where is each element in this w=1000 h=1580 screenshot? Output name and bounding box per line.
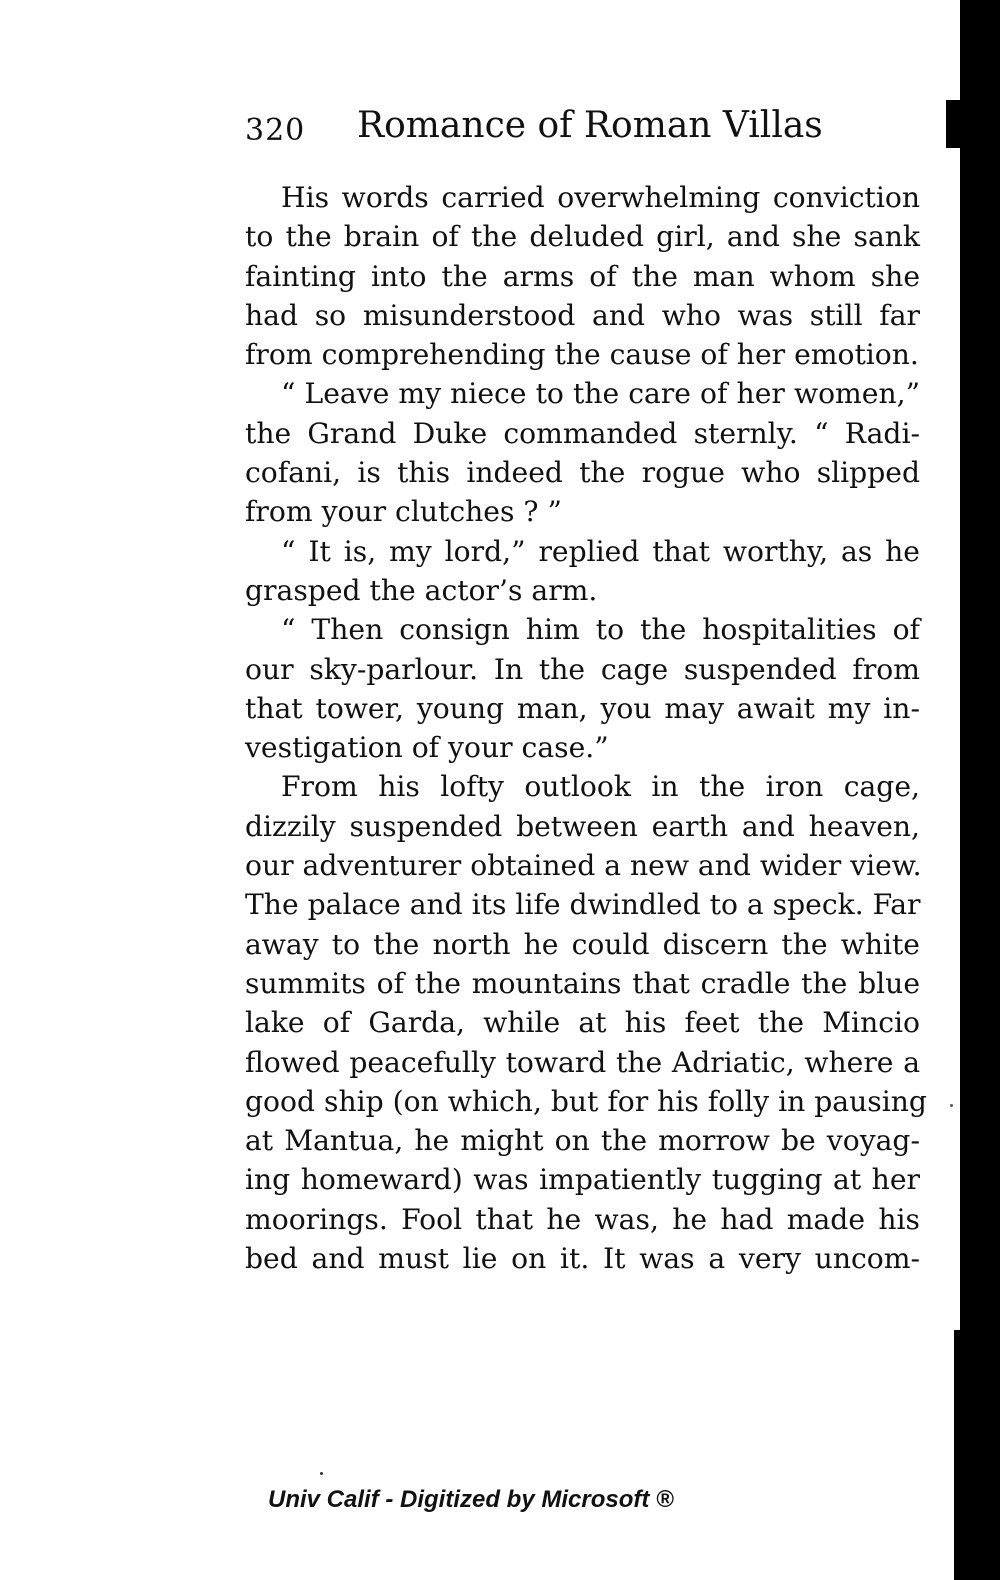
text-line: the Grand Duke commanded sternly. “ Radi- [245, 416, 920, 450]
text-line: from comprehending the cause of her emotion. [245, 338, 919, 372]
text-line: our sky-parlour. In the cage suspended from [245, 652, 920, 686]
running-title: Romance of Roman Villas [357, 105, 823, 146]
body-text [245, 178, 927, 1278]
scan-edge-notch [946, 100, 960, 148]
page-number: 320 [245, 113, 306, 148]
text-line: cofani, is this indeed the rogue who slipped [245, 456, 920, 490]
text-line: His words carried overwhelming conviction [281, 181, 920, 214]
text-line: From his lofty outlook in the iron cage, [281, 770, 920, 804]
text-line: had so misunderstood and who was still far [245, 298, 920, 332]
text-line: ing homeward) was impatiently tugging at her [245, 1163, 920, 1197]
text-line: vestigation of your case.” [245, 731, 609, 765]
text-line: at Mantua, he might on the morrow be voyag- [245, 1124, 920, 1158]
text-line: our adventurer obtained a new and wider view. [245, 849, 922, 883]
scan-speck [950, 1104, 953, 1107]
text-line: to the brain of the deluded girl, and she sank [245, 220, 920, 254]
text-line: away to the north he could discern the white [245, 927, 920, 961]
text-line: grasped the actor’s arm. [245, 573, 598, 607]
text-line: from your clutches ? ” [245, 495, 562, 529]
text-line: “ Then consign him to the hospitalities of [281, 613, 920, 647]
text-line: “ Leave my niece to the care of her women,” [281, 377, 920, 411]
text-line: good ship (on which, but for his folly in pausing [245, 1084, 927, 1118]
scan-edge-notch [954, 1330, 960, 1580]
scan-page-edge [960, 0, 1000, 1580]
text-line: fainting into the arms of the man whom she [245, 259, 920, 293]
text-line: lake of Garda, while at his feet the Mincio [245, 1006, 920, 1040]
text-line: that tower, young man, you may await my in- [245, 691, 920, 725]
text-line: flowed peacefully toward the Adriatic, where a [245, 1045, 920, 1079]
scan-speck [320, 1472, 323, 1475]
text-line: “ It is, my lord,” replied that worthy, as he [281, 534, 920, 568]
page-header [245, 105, 925, 155]
text-line: The palace and its life dwindled to a speck. Far [245, 888, 921, 922]
text-line: moorings. Fool that he was, he had made his [245, 1202, 920, 1236]
text-line: bed and must lie on it. It was a very uncom- [245, 1242, 920, 1276]
digitization-watermark: Univ Calif - Digitized by Microsoft ® [268, 1486, 674, 1513]
text-line: summits of the mountains that cradle the blue [245, 966, 920, 1000]
text-line: dizzily suspended between earth and heaven, [245, 809, 920, 843]
